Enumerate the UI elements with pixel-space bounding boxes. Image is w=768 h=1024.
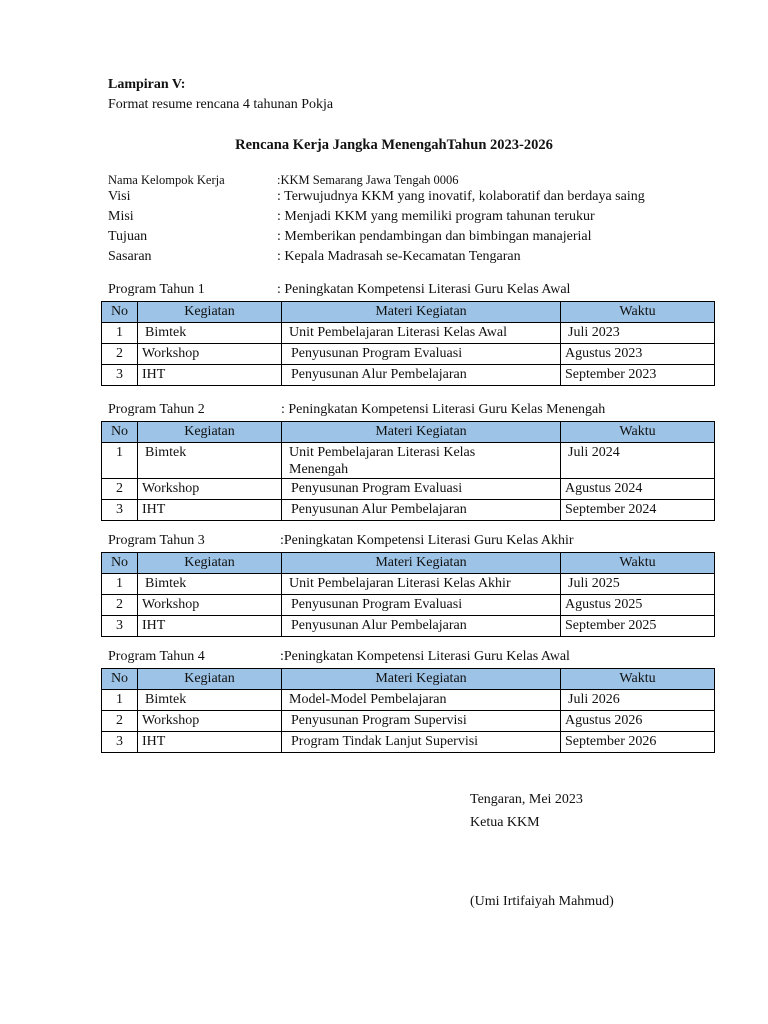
program-2-label: Program Tahun 2 — [108, 402, 205, 417]
cell-no: 1 — [102, 323, 138, 344]
cell-no: 2 — [102, 595, 138, 616]
format-subtitle: Format resume rencana 4 tahunan Pokja — [108, 97, 334, 112]
info-value-sasaran: : Kepala Madrasah se-Kecamatan Tengaran — [277, 249, 521, 264]
cell-materi: Penyusunan Program Evaluasi — [282, 595, 561, 616]
info-label-kelompok: Nama Kelompok Kerja — [108, 173, 225, 187]
header-materi: Materi Kegiatan — [282, 669, 561, 690]
cell-no: 2 — [102, 711, 138, 732]
header-no: No — [102, 422, 138, 443]
cell-no: 1 — [102, 443, 138, 479]
header-kegiatan: Kegiatan — [138, 422, 282, 443]
header-waktu: Waktu — [561, 302, 715, 323]
info-value-kelompok: :KKM Semarang Jawa Tengah 0006 — [277, 173, 459, 187]
signature-name: (Umi Irtifaiyah Mahmud) — [470, 894, 614, 909]
cell-kegiatan: Workshop — [138, 479, 282, 500]
cell-waktu: Juli 2023 — [561, 323, 715, 344]
cell-waktu: Juli 2026 — [561, 690, 715, 711]
cell-kegiatan: IHT — [138, 732, 282, 753]
cell-no: 3 — [102, 732, 138, 753]
header-no: No — [102, 302, 138, 323]
table-header-row — [102, 553, 715, 574]
info-label-misi: Misi — [108, 209, 134, 224]
info-label-tujuan: Tujuan — [108, 229, 148, 244]
document-title: Rencana Kerja Jangka MenengahTahun 2023-2026 — [235, 137, 553, 153]
cell-waktu: Agustus 2024 — [561, 479, 715, 500]
cell-kegiatan: IHT — [138, 365, 282, 386]
cell-kegiatan: Workshop — [138, 344, 282, 365]
cell-waktu: Agustus 2026 — [561, 711, 715, 732]
cell-no: 3 — [102, 616, 138, 637]
program-3-title: :Peningkatan Kompetensi Literasi Guru Kelas Akhir — [280, 533, 574, 548]
program-4-title: :Peningkatan Kompetensi Literasi Guru Kelas Awal — [280, 649, 570, 664]
cell-kegiatan: Workshop — [138, 595, 282, 616]
cell-waktu: September 2026 — [561, 732, 715, 753]
table-row — [102, 732, 715, 753]
program-3-table — [101, 552, 715, 637]
cell-waktu: Juli 2025 — [561, 574, 715, 595]
cell-materi: Program Tindak Lanjut Supervisi — [282, 732, 561, 753]
table-row — [102, 323, 715, 344]
signature-role: Ketua KKM — [470, 815, 540, 830]
info-label-visi: Visi — [108, 189, 131, 204]
cell-materi: Penyusunan Alur Pembelajaran — [282, 616, 561, 637]
cell-no: 1 — [102, 690, 138, 711]
cell-waktu: September 2023 — [561, 365, 715, 386]
header-waktu: Waktu — [561, 669, 715, 690]
info-value-tujuan: : Memberikan pendambingan dan bimbingan manajerial — [277, 229, 592, 244]
info-label-sasaran: Sasaran — [108, 249, 152, 264]
cell-materi: Penyusunan Alur Pembelajaran — [282, 500, 561, 521]
program-1-label: Program Tahun 1 — [108, 282, 205, 297]
cell-waktu: Agustus 2023 — [561, 344, 715, 365]
cell-waktu: September 2024 — [561, 500, 715, 521]
program-2-table — [101, 421, 715, 521]
cell-kegiatan: Workshop — [138, 711, 282, 732]
table-row — [102, 711, 715, 732]
program-4-label: Program Tahun 4 — [108, 649, 205, 664]
cell-kegiatan: Bimtek — [138, 323, 282, 344]
table-header-row — [102, 422, 715, 443]
cell-kegiatan: IHT — [138, 500, 282, 521]
header-kegiatan: Kegiatan — [138, 669, 282, 690]
table-row — [102, 500, 715, 521]
cell-waktu: Juli 2024 — [561, 443, 715, 479]
cell-waktu: September 2025 — [561, 616, 715, 637]
cell-no: 3 — [102, 365, 138, 386]
info-value-misi: : Menjadi KKM yang memiliki program tahunan terukur — [277, 209, 595, 224]
cell-kegiatan: Bimtek — [138, 574, 282, 595]
cell-materi: Unit Pembelajaran Literasi Kelas Menengah — [282, 443, 561, 479]
cell-materi: Unit Pembelajaran Literasi Kelas Awal — [282, 323, 561, 344]
lampiran-heading: Lampiran V: — [108, 77, 186, 92]
cell-no: 3 — [102, 500, 138, 521]
table-row — [102, 574, 715, 595]
table-row — [102, 616, 715, 637]
cell-no: 2 — [102, 479, 138, 500]
table-header-row — [102, 302, 715, 323]
table-row — [102, 595, 715, 616]
program-1-table — [101, 301, 715, 386]
info-value-visi: : Terwujudnya KKM yang inovatif, kolaboratif dan berdaya saing — [277, 189, 645, 204]
signature-place-date: Tengaran, Mei 2023 — [470, 792, 583, 807]
header-waktu: Waktu — [561, 553, 715, 574]
header-materi: Materi Kegiatan — [282, 553, 561, 574]
table-row — [102, 443, 715, 479]
cell-no: 1 — [102, 574, 138, 595]
cell-kegiatan: Bimtek — [138, 690, 282, 711]
table-row — [102, 690, 715, 711]
cell-waktu: Agustus 2025 — [561, 595, 715, 616]
cell-materi: Model-Model Pembelajaran — [282, 690, 561, 711]
cell-kegiatan: IHT — [138, 616, 282, 637]
header-materi: Materi Kegiatan — [282, 302, 561, 323]
cell-materi: Penyusunan Program Supervisi — [282, 711, 561, 732]
program-3-label: Program Tahun 3 — [108, 533, 205, 548]
program-4-table — [101, 668, 715, 753]
header-waktu: Waktu — [561, 422, 715, 443]
cell-materi: Unit Pembelajaran Literasi Kelas Akhir — [282, 574, 561, 595]
table-header-row — [102, 669, 715, 690]
header-materi: Materi Kegiatan — [282, 422, 561, 443]
header-no: No — [102, 553, 138, 574]
cell-no: 2 — [102, 344, 138, 365]
header-kegiatan: Kegiatan — [138, 553, 282, 574]
table-row — [102, 365, 715, 386]
table-row — [102, 479, 715, 500]
table-row — [102, 344, 715, 365]
header-no: No — [102, 669, 138, 690]
cell-materi: Penyusunan Program Evaluasi — [282, 344, 561, 365]
cell-materi: Penyusunan Program Evaluasi — [282, 479, 561, 500]
cell-kegiatan: Bimtek — [138, 443, 282, 479]
cell-materi: Penyusunan Alur Pembelajaran — [282, 365, 561, 386]
program-2-title: : Peningkatan Kompetensi Literasi Guru Kelas Menengah — [281, 402, 606, 417]
program-1-title: : Peningkatan Kompetensi Literasi Guru Kelas Awal — [277, 282, 571, 297]
header-kegiatan: Kegiatan — [138, 302, 282, 323]
